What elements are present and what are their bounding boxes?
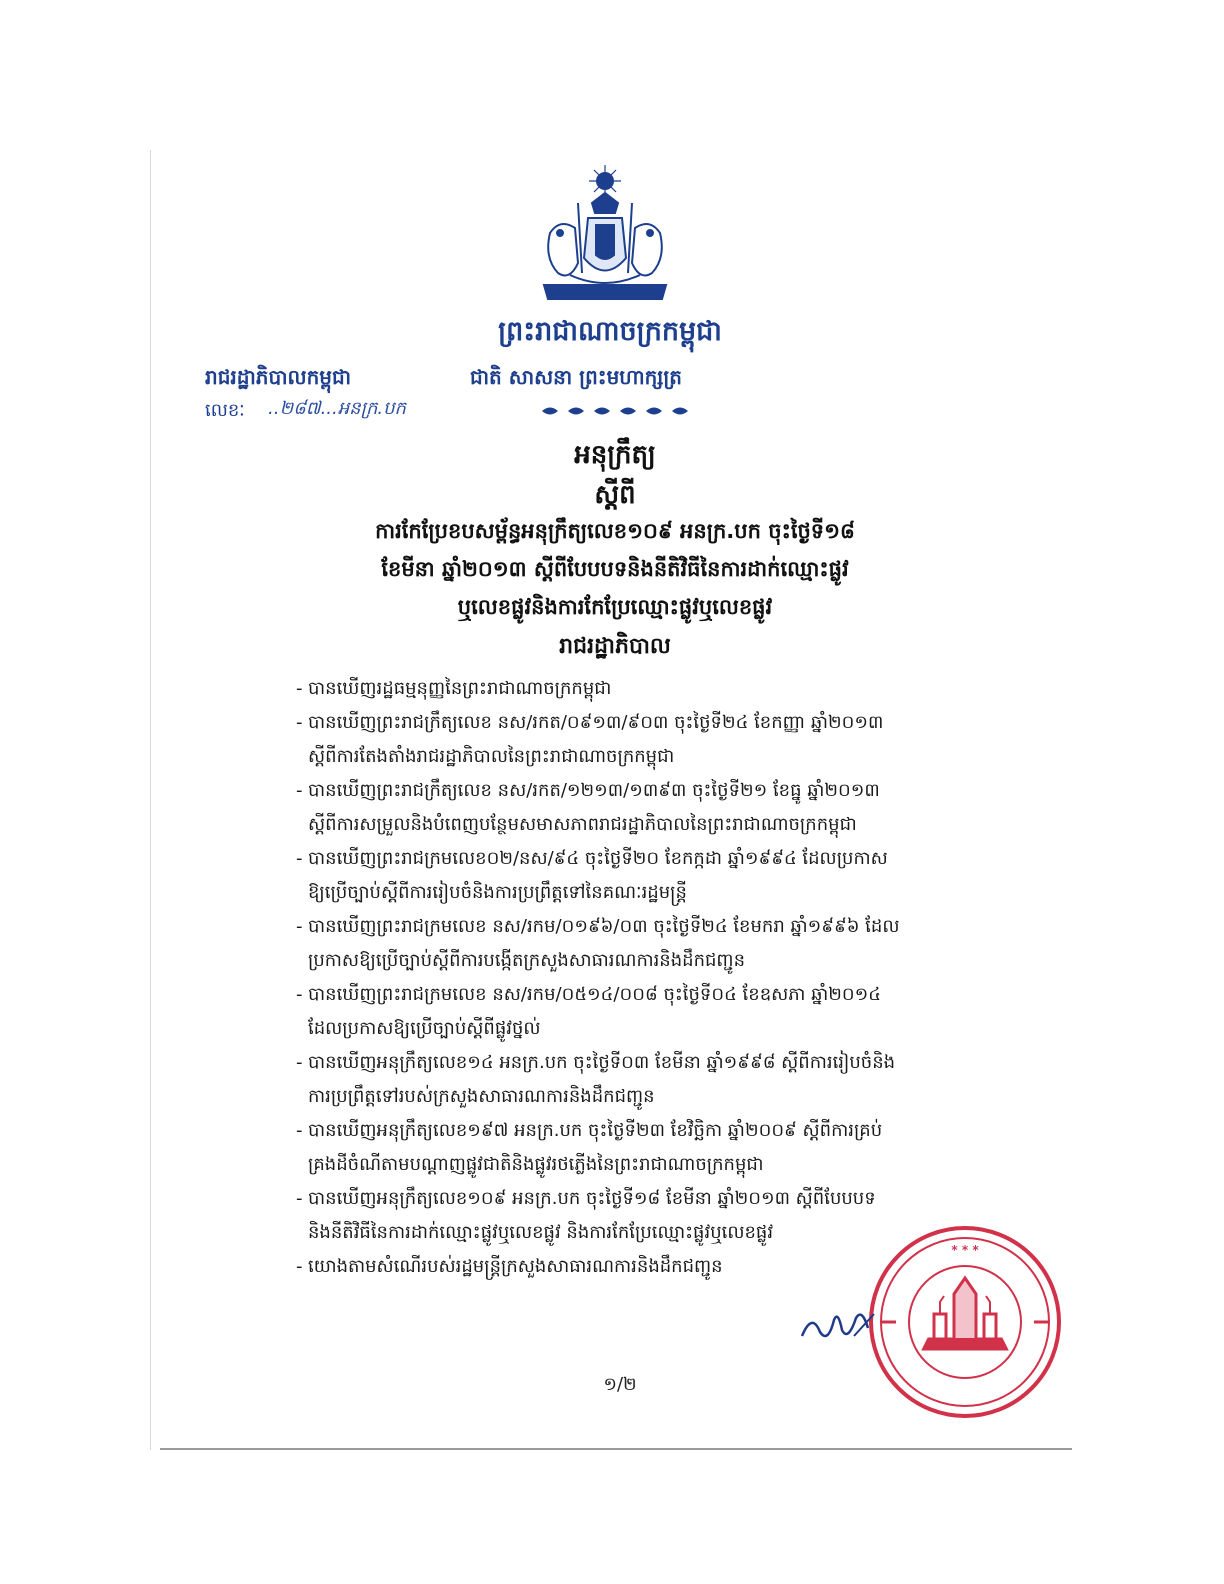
list-item: - បានឃើញព្រះរាជក្រមលេខ០២/នស/៩៤ ចុះថ្ងៃទី២០ ខែកក្កដា ឆ្នាំ១៩៩៤ ដែលប្រកាស ឱ្យប្រើច្បាប់ស្តីពីការរៀបចំនិងការប្រព្រឹត្តទៅនៃគណៈរដ្ឋមន្ត្រី — [296, 848, 888, 903]
document-title-about: ស្តីពី — [594, 480, 636, 510]
reference-label: លេខៈ — [205, 400, 245, 421]
svg-text:* * *: * * * — [951, 1243, 979, 1257]
list-item: - បានឃើញព្រះរាជក្រឹត្យលេខ នស/រកត/០៩១៣/៩០៣ ចុះថ្ងៃទី២៤ ខែកញ្ញា ឆ្នាំ២០១៣ ស្តីពីការតែងតាំងរាជរដ្ឋាភិបាលនៃព្រះរាជាណាចក្រកម្ពុជា — [296, 712, 884, 767]
royal-emblem-icon — [530, 163, 680, 313]
official-seal-icon — [860, 1222, 1070, 1422]
national-motto: ជាតិ សាសនា ព្រះមហាក្សត្រ — [470, 365, 682, 389]
bottom-rule — [160, 1448, 1072, 1450]
government-heading: រាជរដ្ឋាភិបាលកម្ពុជា — [205, 365, 351, 389]
list-item: - បានឃើញអនុក្រឹត្យលេខ១៤ អនក្រ.បក ចុះថ្ងៃទី០៣ ខែមីនា ឆ្នាំ១៩៩៨ ស្តីពីការរៀបចំនិង ការប្រព្រឹត្តទៅរបស់ក្រសួងសាធារណការនិងដឹកជញ្ជូន — [296, 1052, 896, 1107]
page-number: ១/២ — [603, 1374, 637, 1395]
issuing-authority: រាជរដ្ឋាភិបាល — [559, 634, 671, 659]
list-item: - បានឃើញអនុក្រឹត្យលេខ១៩៧ អនក្រ.បក ចុះថ្ងៃទី២៣ ខែវិច្ឆិកា ឆ្នាំ២០០៩ ស្តីពីការគ្រប់ គ្រងដីចំណីតាមបណ្តាញផ្លូវជាតិនិងផ្លូវរថភ្លើងនៃព្រះរាជាណាចក្រកម្ពុជា — [296, 1120, 883, 1175]
subject-line: ខែមីនា ឆ្នាំ២០១៣ ស្តីពីបែបបទនិងនីតិវិធីនៃការដាក់ឈ្មោះផ្លូវ — [381, 557, 849, 581]
list-item: - បានឃើញព្រះរាជក្រមលេខ នស/រកម/០៥១៤/០០៨ ចុះថ្ងៃទី០៤ ខែឧសភា ឆ្នាំ២០១៤ ដែលប្រកាសឱ្យប្រើច្បាប់ស្តីពីផ្លូវថ្នល់ — [296, 984, 881, 1039]
document-title: អនុក្រឹត្យ — [574, 440, 656, 470]
signature-initials — [798, 1306, 878, 1346]
subject-line: ឬលេខផ្លូវនិងការកែប្រែឈ្មោះផ្លូវឬលេខផ្លូវ — [457, 595, 773, 619]
list-item: - បានឃើញរដ្ឋធម្មនុញ្ញនៃព្រះរាជាណាចក្រកម្ពុជា — [296, 678, 612, 699]
list-item: - បានឃើញព្រះរាជក្រមលេខ នស/រកម/០១៩៦/០៣ ចុះថ្ងៃទី២៤ ខែមករា ឆ្នាំ១៩៩៦ ដែល ប្រកាសឱ្យប្រើច្បាប់ស្តីពីការបង្កើតក្រសួងសាធារណការនិងដឹកជញ្ជូន — [296, 916, 900, 971]
list-item: - បានឃើញអនុក្រឹត្យលេខ១០៩ អនក្រ.បក ចុះថ្ងៃទី១៨ ខែមីនា ឆ្នាំ២០១៣ ស្តីពីបែបបទ និងនីតិវិធីនៃការដាក់ឈ្មោះផ្លូវឬលេខផ្លូវ និងការកែប្រែឈ្មោះផ្លូវឬលេខផ្លូវ — [296, 1188, 876, 1243]
motto-ornament-icon — [538, 404, 698, 418]
kingdom-heading: ព្រះរាជាណាចក្រកម្ពុជា — [498, 316, 722, 347]
list-item: - យោងតាមសំណើរបស់រដ្ឋមន្ត្រីក្រសួងសាធារណការនិងដឹកជញ្ជូន — [296, 1256, 723, 1277]
scan-edge-line — [150, 150, 151, 1450]
preamble-list — [296, 672, 1016, 1284]
list-item: - បានឃើញព្រះរាជក្រឹត្យលេខ នស/រកត/១២១៣/១៣៩៣ ចុះថ្ងៃទី២១ ខែធ្នូ ឆ្នាំ២០១៣ ស្តីពីការសម្រួលនិងបំពេញបន្ថែមសមាសភាពរាជរដ្ឋាភិបាលនៃព្រះរាជាណាចក្រកម្ពុជា — [296, 780, 880, 835]
reference-number: ..២៨៧...អនក្រ.បក — [268, 398, 406, 419]
subject-line: ការកែប្រែខបសម្ព័ន្ធអនុក្រឹត្យលេខ១០៩ អនក្រ.បក ចុះថ្ងៃទី១៨ — [375, 519, 855, 543]
